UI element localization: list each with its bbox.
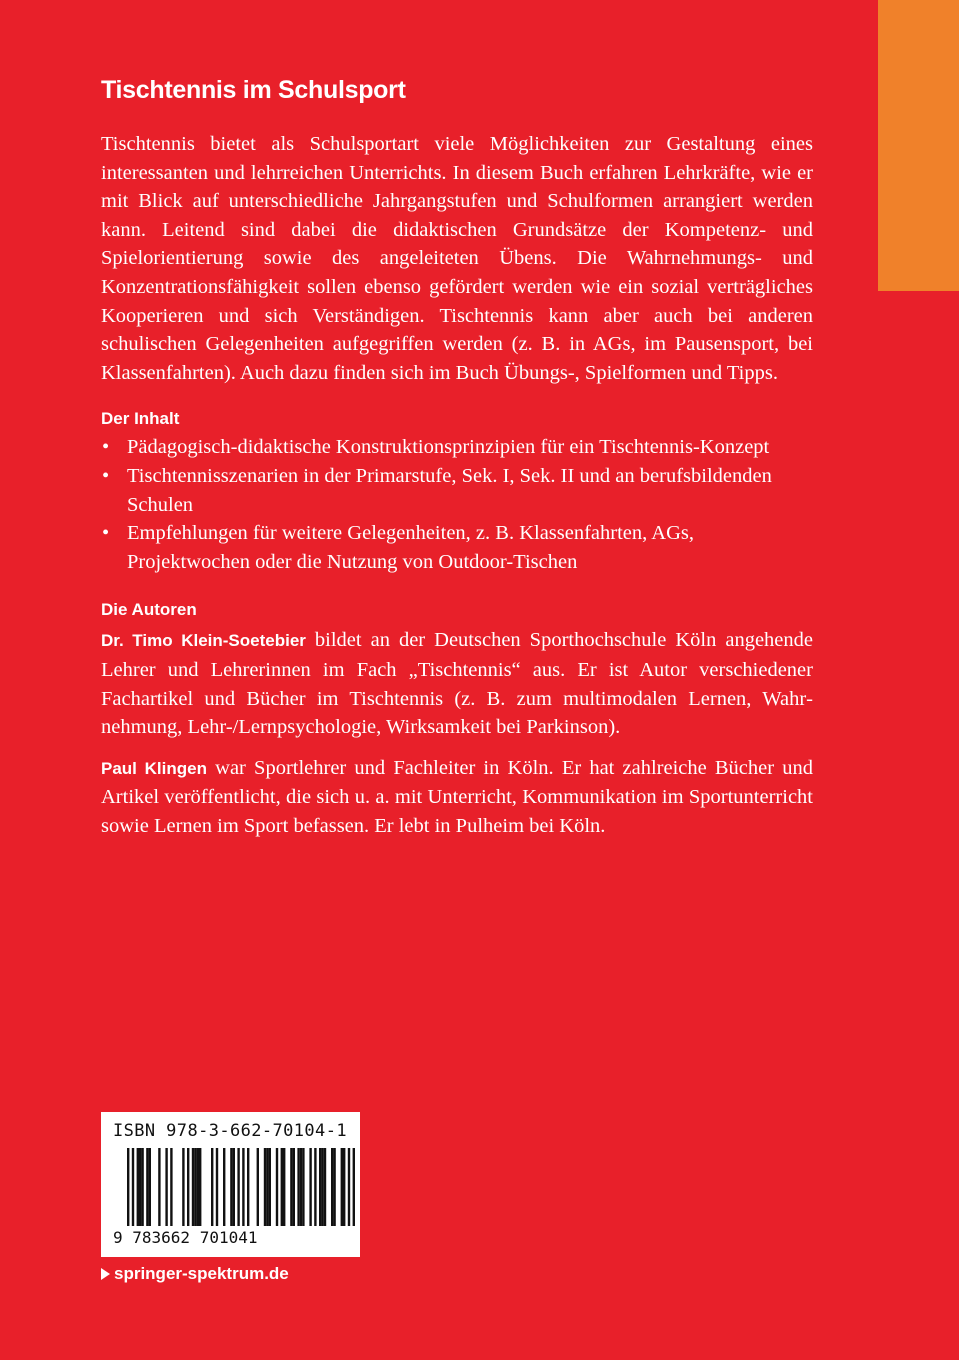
barcode-bar <box>319 1148 321 1226</box>
isbn-label: ISBN 978-3-662-70104-1 <box>113 1121 347 1141</box>
intro-paragraph: Tischtennis bietet als Schulsportart viele Möglichkeiten zur Gestaltung eines interessanten und lehrreichen Unterrichts. In diesem Buch erfahren Lehrkräfte, wie er mit Blick auf unterschiedliche Jahrgangstufen und Schulformen arrangiert werden kann. Leitend sind dabei die didaktischen Grundsätze der Kompetenz- und Spielorientierung sowie des angeleiteten Übens. Die Wahrnehmungs- und Konzentrationsfähigkeit sollen ebenso gefördert werden wie ein sozial verträgliches Kooperieren und sich Verständigen. Tischtennis kann aber auch bei anderen schulischen Gelegenheiten aufgegriffen werden (z. B. in AGs, im Pausensport, bei Klassenfahrten). Auch dazu finden sich im Buch Übungs-, Spielformen und Tipps. <box>101 133 813 384</box>
barcode-bar <box>170 1148 172 1226</box>
barcode-bar <box>237 1148 239 1226</box>
author-bio-text: bildet an der Deutschen Sporthochschule Köln angehende Lehrer und Lehrerinnen im Fach „Tischtennis“ aus. Er ist Autor verschiedener Fachartikel und Bücher im Tischtennis (z. B. zum multimodalen Lernen, Wahrnehmung, Lehr-/Lernpsychologie, Wirksamkeit bei Parkinson). <box>101 629 813 739</box>
back-cover-text <box>101 72 813 840</box>
barcode-digits: 9 783662 701041 <box>113 1228 258 1247</box>
bullet-icon: • <box>102 522 110 545</box>
list-item <box>101 433 813 462</box>
barcode-bar <box>257 1148 259 1226</box>
barcode-bar <box>348 1148 350 1226</box>
barcode-bar <box>211 1148 213 1226</box>
barcode-bar <box>297 1148 299 1226</box>
barcode-bar <box>333 1148 335 1226</box>
barcode-bar <box>223 1148 225 1226</box>
barcode-bar <box>158 1148 160 1226</box>
author-bio <box>101 754 813 841</box>
author-name: Dr. Timo Klein-Soetebier <box>101 631 306 651</box>
publisher-url: springer-spektrum.de <box>114 1264 289 1283</box>
barcode-bar <box>216 1148 218 1226</box>
barcode-bar <box>302 1148 304 1226</box>
barcode-bar <box>242 1148 244 1226</box>
barcode-bar <box>194 1148 196 1226</box>
barcode-bar <box>137 1148 139 1226</box>
publisher-link[interactable] <box>101 1262 289 1286</box>
barcode-bar <box>182 1148 184 1226</box>
barcode-bar <box>331 1148 333 1226</box>
barcode-bar <box>230 1148 232 1226</box>
list-item-text: Empfehlungen für weitere Gelegenheiten, z. B. Klassenfahrten, AGs, Projektwochen oder die Nutzung von Outdoor-Tischen <box>127 522 694 573</box>
book-title: Tischtennis im Schulsport <box>101 76 406 104</box>
barcode-bar <box>146 1148 148 1226</box>
barcode-bar <box>139 1148 141 1226</box>
barcode-bar <box>269 1148 271 1226</box>
barcode-bar <box>324 1148 326 1226</box>
isbn-barcode-box <box>101 1112 360 1257</box>
contents-heading: Der Inhalt <box>101 409 180 429</box>
barcode-bar <box>314 1148 316 1226</box>
barcode-bar <box>132 1148 134 1226</box>
list-item-text: Pädagogisch-didaktische Konstruktionsprinzipien für ein Tischtennis-Konzept <box>127 436 770 459</box>
barcode-bar <box>141 1148 143 1226</box>
list-item-text: Tischtennisszenarien in der Primarstufe, Sek. I, Sek. II und an berufsbildenden Schulen <box>127 464 772 516</box>
barcode-bar <box>341 1148 343 1226</box>
contents-list <box>101 433 813 576</box>
authors-heading: Die Autoren <box>101 600 197 620</box>
bullet-icon: • <box>102 436 110 459</box>
barcode-bar <box>283 1148 285 1226</box>
barcode-bar <box>321 1148 323 1226</box>
barcode-bar <box>165 1148 167 1226</box>
barcode-bar <box>293 1148 295 1226</box>
barcode-bar <box>266 1148 268 1226</box>
barcode-bar <box>127 1148 129 1226</box>
barcode-bar <box>309 1148 311 1226</box>
list-item <box>101 462 813 519</box>
barcode-bar <box>353 1148 355 1226</box>
author-bio-text: war Sportlehrer und Fachleiter in Köln. Er hat zahlreiche Bücher und Artikel veröffentlicht, die sich u. a. mit Unterricht, Kommunikation im Sportunterricht sowie Lernen im Sport befassen. Er lebt in Pulheim bei Köln. <box>101 756 813 837</box>
author-bio <box>101 626 813 741</box>
barcode-bar <box>247 1148 249 1226</box>
list-item <box>101 519 813 576</box>
barcode-bar <box>192 1148 194 1226</box>
barcode-bar <box>233 1148 235 1226</box>
barcode-bar <box>300 1148 302 1226</box>
barcode-bar <box>199 1148 201 1226</box>
barcode-bar <box>187 1148 189 1226</box>
barcode-bar <box>276 1148 278 1226</box>
barcode-bar <box>149 1148 151 1226</box>
author-name: Paul Klingen <box>101 758 207 778</box>
barcode-bar <box>264 1148 266 1226</box>
orange-accent-tab <box>878 0 959 291</box>
barcode-bar <box>197 1148 199 1226</box>
bullet-icon: • <box>102 464 110 487</box>
barcode-bar <box>343 1148 345 1226</box>
barcode <box>101 1146 360 1226</box>
barcode-bar <box>290 1148 292 1226</box>
arrow-right-icon <box>101 1268 110 1280</box>
barcode-bar <box>281 1148 283 1226</box>
